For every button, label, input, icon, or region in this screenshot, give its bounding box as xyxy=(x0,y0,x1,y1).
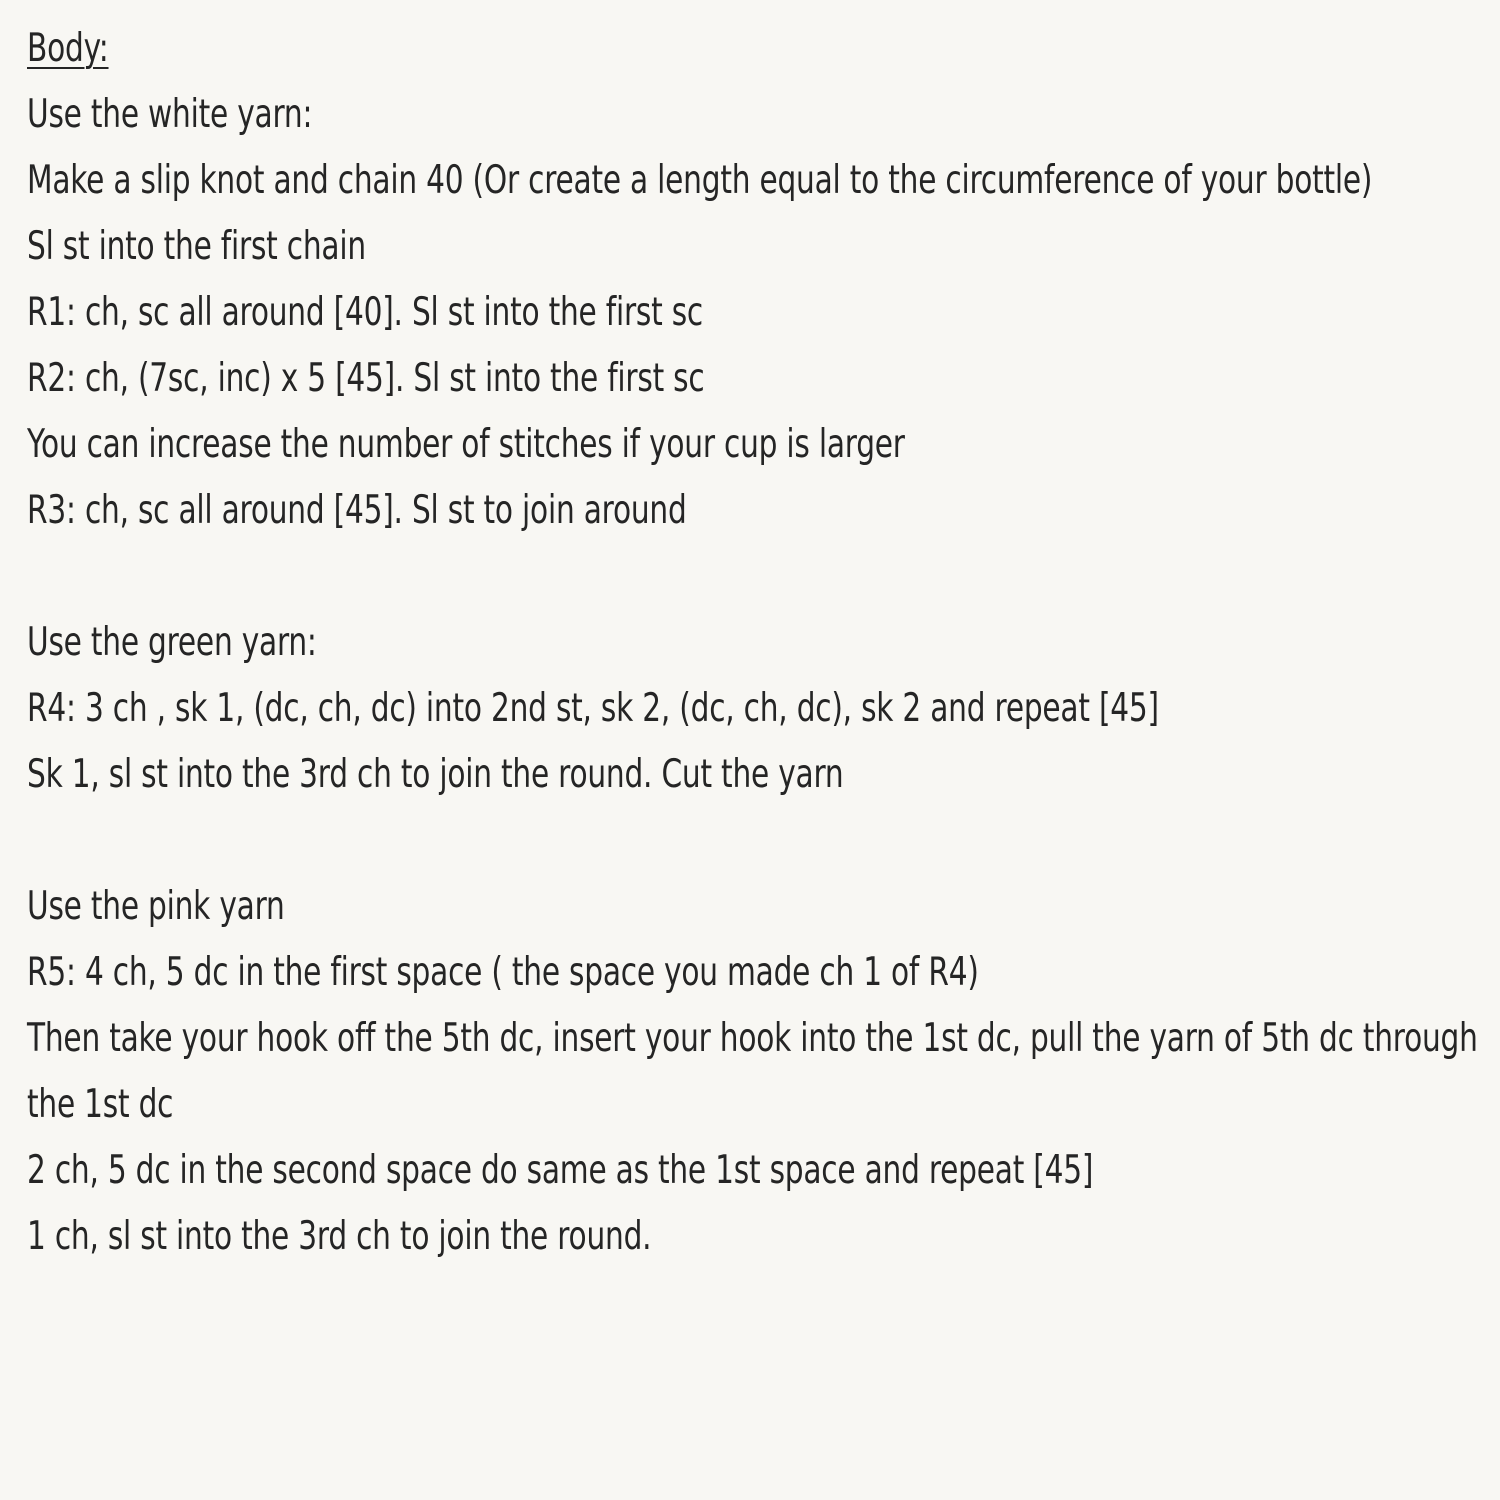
instruction-line: Sl st into the first chain xyxy=(27,224,366,269)
instruction-line: Make a slip knot and chain 40 (Or create a length equal to the circumference of your bottle) xyxy=(27,158,1373,203)
section-heading: Body: xyxy=(27,26,109,71)
section-spacer xyxy=(27,808,1486,874)
instruction-line: Then take your hook off the 5th dc, insert your hook into the 1st dc, pull the yarn of 5th dc through xyxy=(27,1016,1478,1061)
instruction-line: 1 ch, sl st into the 3rd ch to join the round. xyxy=(27,1214,652,1259)
instruction-line: R2: ch, (7sc, inc) x 5 [45]. Sl st into the first sc xyxy=(27,356,705,401)
instruction-line: Sk 1, sl st into the 3rd ch to join the round. Cut the yarn xyxy=(27,752,844,797)
white-yarn-section xyxy=(27,82,1486,544)
pink-yarn-intro: Use the pink yarn xyxy=(27,884,285,929)
instruction-line: You can increase the number of stitches if your cup is larger xyxy=(27,422,905,467)
pattern-document xyxy=(27,16,1486,1270)
instruction-line: R3: ch, sc all around [45]. Sl st to join around xyxy=(27,488,687,533)
white-yarn-intro: Use the white yarn: xyxy=(27,92,313,137)
instruction-line: R1: ch, sc all around [40]. Sl st into the first sc xyxy=(27,290,704,335)
green-yarn-intro: Use the green yarn: xyxy=(27,620,317,665)
instruction-line: R5: 4 ch, 5 dc in the first space ( the space you made ch 1 of R4) xyxy=(27,950,979,995)
green-yarn-section xyxy=(27,610,1486,808)
instruction-line: 2 ch, 5 dc in the second space do same as the 1st space and repeat [45] xyxy=(27,1148,1094,1193)
pink-yarn-section xyxy=(27,874,1486,1270)
instruction-line: the 1st dc xyxy=(27,1082,174,1127)
section-spacer xyxy=(27,544,1486,610)
instruction-line: R4: 3 ch , sk 1, (dc, ch, dc) into 2nd st, sk 2, (dc, ch, dc), sk 2 and repeat [45] xyxy=(27,686,1159,731)
